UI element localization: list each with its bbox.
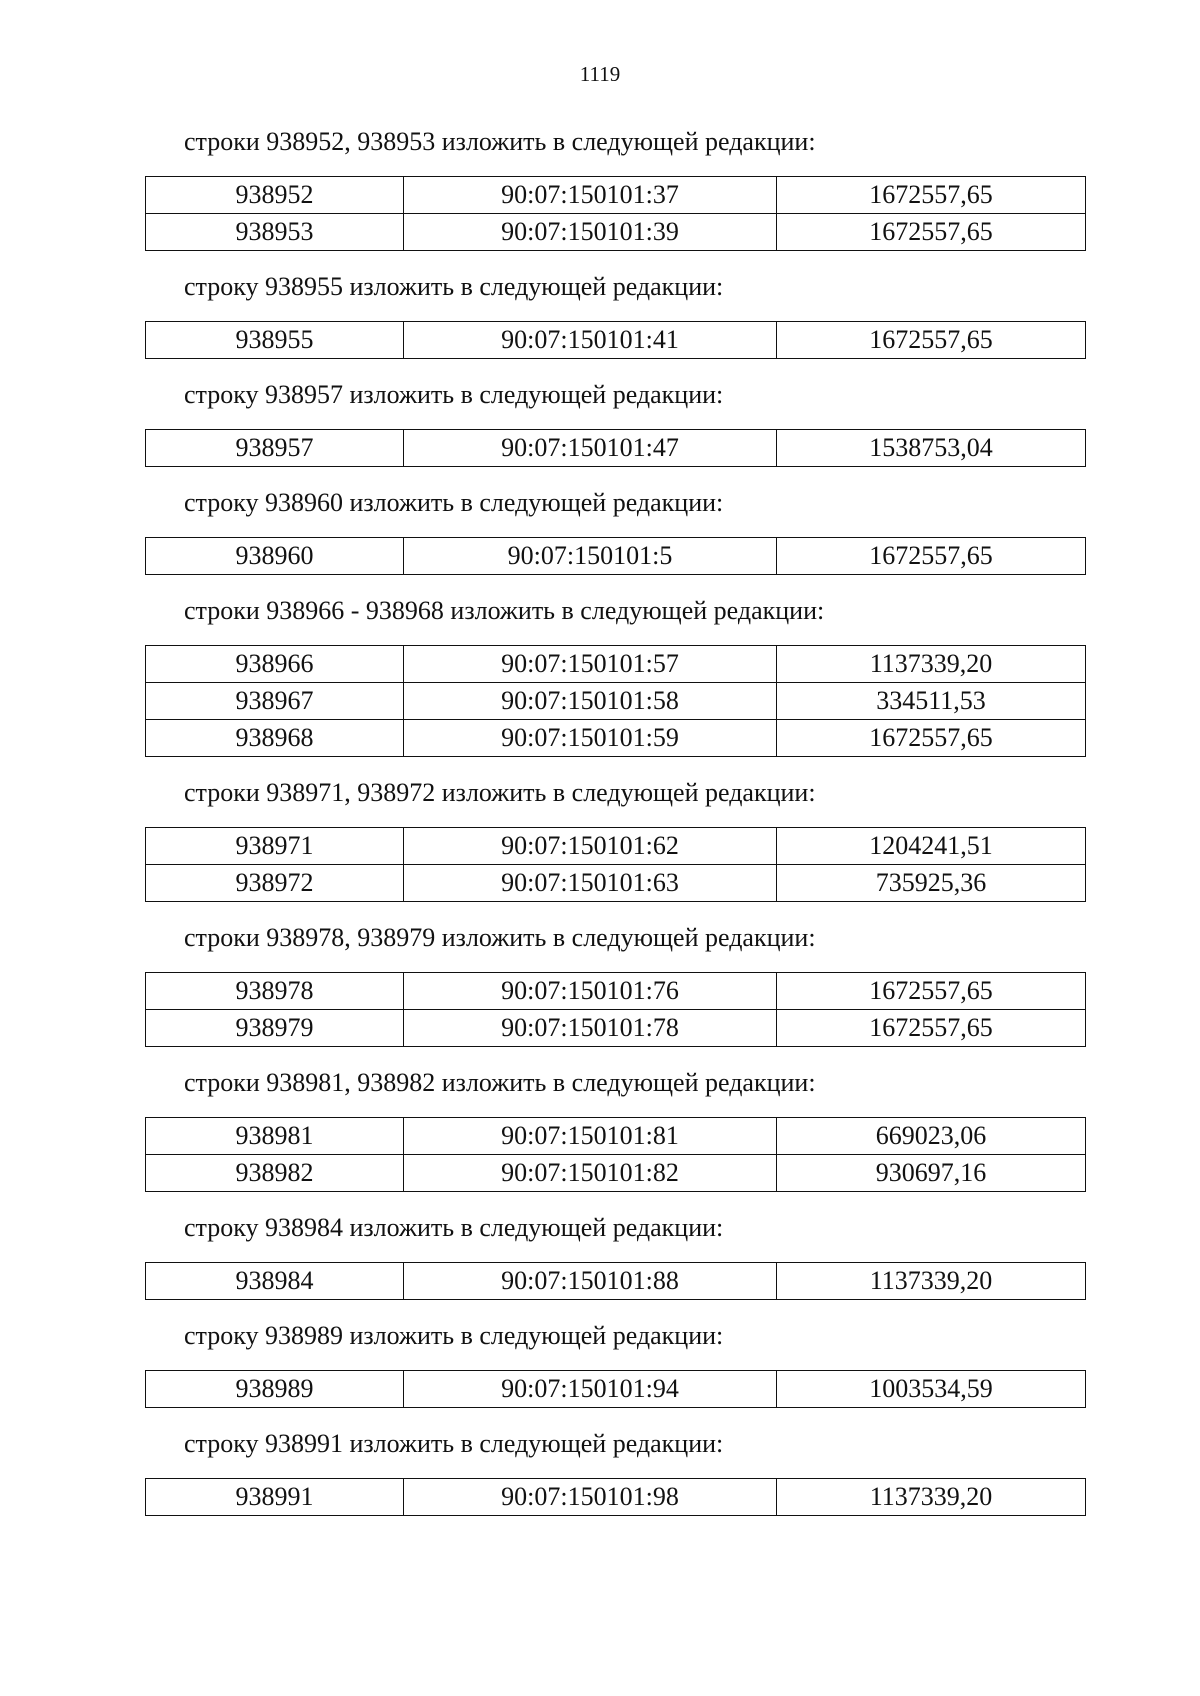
value-cell: 930697,16 bbox=[777, 1155, 1086, 1192]
cadastral-number-cell: 90:07:150101:63 bbox=[404, 865, 777, 902]
value-cell: 1672557,65 bbox=[777, 720, 1086, 757]
row-number-cell: 938966 bbox=[146, 646, 404, 683]
cadastral-number-cell: 90:07:150101:57 bbox=[404, 646, 777, 683]
amendment-table bbox=[145, 176, 1086, 251]
amendment-instruction: строку 938984 изложить в следующей редакции: bbox=[184, 1213, 724, 1242]
cadastral-number-cell: 90:07:150101:81 bbox=[404, 1118, 777, 1155]
amendment-table bbox=[145, 429, 1086, 467]
table-row bbox=[146, 720, 1086, 757]
cadastral-number-cell: 90:07:150101:98 bbox=[404, 1479, 777, 1516]
value-cell: 1204241,51 bbox=[777, 828, 1086, 865]
table-row bbox=[146, 865, 1086, 902]
table-row bbox=[146, 1118, 1086, 1155]
value-cell: 1672557,65 bbox=[777, 322, 1086, 359]
row-number-cell: 938971 bbox=[146, 828, 404, 865]
table-row bbox=[146, 177, 1086, 214]
value-cell: 1672557,65 bbox=[777, 973, 1086, 1010]
row-number-cell: 938981 bbox=[146, 1118, 404, 1155]
amendment-section bbox=[145, 271, 1082, 359]
cadastral-number-cell: 90:07:150101:39 bbox=[404, 214, 777, 251]
amendment-instruction: строки 938981, 938982 изложить в следующей редакции: bbox=[184, 1068, 816, 1097]
row-number-cell: 938979 bbox=[146, 1010, 404, 1047]
value-cell: 1137339,20 bbox=[777, 1479, 1086, 1516]
table-row bbox=[146, 1155, 1086, 1192]
value-cell: 334511,53 bbox=[777, 683, 1086, 720]
value-cell: 1672557,65 bbox=[777, 1010, 1086, 1047]
amendment-table bbox=[145, 1117, 1086, 1192]
row-number-cell: 938967 bbox=[146, 683, 404, 720]
amendment-section bbox=[145, 595, 1082, 757]
cadastral-number-cell: 90:07:150101:58 bbox=[404, 683, 777, 720]
value-cell: 735925,36 bbox=[777, 865, 1086, 902]
amendment-table bbox=[145, 537, 1086, 575]
amendment-table bbox=[145, 827, 1086, 902]
amendment-section bbox=[145, 777, 1082, 902]
row-number-cell: 938968 bbox=[146, 720, 404, 757]
cadastral-number-cell: 90:07:150101:37 bbox=[404, 177, 777, 214]
cadastral-number-cell: 90:07:150101:5 bbox=[404, 538, 777, 575]
amendment-instruction: строки 938971, 938972 изложить в следующей редакции: bbox=[184, 778, 816, 807]
amendment-table bbox=[145, 321, 1086, 359]
amendment-section bbox=[145, 126, 1082, 251]
table-row bbox=[146, 538, 1086, 575]
amendment-section bbox=[145, 379, 1082, 467]
cadastral-number-cell: 90:07:150101:41 bbox=[404, 322, 777, 359]
amendment-instruction: строку 938991 изложить в следующей редакции: bbox=[184, 1429, 724, 1458]
amendment-section bbox=[145, 1320, 1082, 1408]
amendment-instruction: строки 938966 - 938968 изложить в следующей редакции: bbox=[184, 596, 825, 625]
value-cell: 669023,06 bbox=[777, 1118, 1086, 1155]
row-number-cell: 938989 bbox=[146, 1371, 404, 1408]
value-cell: 1003534,59 bbox=[777, 1371, 1086, 1408]
amendment-table bbox=[145, 1370, 1086, 1408]
cadastral-number-cell: 90:07:150101:88 bbox=[404, 1263, 777, 1300]
row-number-cell: 938952 bbox=[146, 177, 404, 214]
row-number-cell: 938960 bbox=[146, 538, 404, 575]
cadastral-number-cell: 90:07:150101:62 bbox=[404, 828, 777, 865]
amendment-section bbox=[145, 922, 1082, 1047]
table-row bbox=[146, 1371, 1086, 1408]
table-row bbox=[146, 683, 1086, 720]
cadastral-number-cell: 90:07:150101:78 bbox=[404, 1010, 777, 1047]
cadastral-number-cell: 90:07:150101:94 bbox=[404, 1371, 777, 1408]
value-cell: 1137339,20 bbox=[777, 646, 1086, 683]
value-cell: 1672557,65 bbox=[777, 538, 1086, 575]
document-body bbox=[145, 126, 1082, 1536]
table-row bbox=[146, 1263, 1086, 1300]
amendment-section bbox=[145, 487, 1082, 575]
cadastral-number-cell: 90:07:150101:82 bbox=[404, 1155, 777, 1192]
amendment-section bbox=[145, 1428, 1082, 1516]
amendment-instruction: строку 938957 изложить в следующей редакции: bbox=[184, 380, 724, 409]
value-cell: 1672557,65 bbox=[777, 214, 1086, 251]
value-cell: 1672557,65 bbox=[777, 177, 1086, 214]
amendment-table bbox=[145, 972, 1086, 1047]
cadastral-number-cell: 90:07:150101:59 bbox=[404, 720, 777, 757]
amendment-instruction: строки 938952, 938953 изложить в следующей редакции: bbox=[184, 127, 816, 156]
table-row bbox=[146, 214, 1086, 251]
amendment-instruction: строку 938955 изложить в следующей редакции: bbox=[184, 272, 724, 301]
amendment-table bbox=[145, 1262, 1086, 1300]
amendment-table bbox=[145, 645, 1086, 757]
value-cell: 1538753,04 bbox=[777, 430, 1086, 467]
amendment-section bbox=[145, 1212, 1082, 1300]
amendment-instruction: строки 938978, 938979 изложить в следующей редакции: bbox=[184, 923, 816, 952]
table-row bbox=[146, 828, 1086, 865]
cadastral-number-cell: 90:07:150101:47 bbox=[404, 430, 777, 467]
table-row bbox=[146, 430, 1086, 467]
table-row bbox=[146, 973, 1086, 1010]
amendment-instruction: строку 938960 изложить в следующей редакции: bbox=[184, 488, 724, 517]
page-number: 1119 bbox=[579, 62, 621, 86]
row-number-cell: 938957 bbox=[146, 430, 404, 467]
row-number-cell: 938972 bbox=[146, 865, 404, 902]
value-cell: 1137339,20 bbox=[777, 1263, 1086, 1300]
table-row bbox=[146, 322, 1086, 359]
row-number-cell: 938982 bbox=[146, 1155, 404, 1192]
row-number-cell: 938978 bbox=[146, 973, 404, 1010]
amendment-section bbox=[145, 1067, 1082, 1192]
row-number-cell: 938991 bbox=[146, 1479, 404, 1516]
table-row bbox=[146, 1479, 1086, 1516]
row-number-cell: 938984 bbox=[146, 1263, 404, 1300]
row-number-cell: 938955 bbox=[146, 322, 404, 359]
cadastral-number-cell: 90:07:150101:76 bbox=[404, 973, 777, 1010]
table-row bbox=[146, 1010, 1086, 1047]
amendment-table bbox=[145, 1478, 1086, 1516]
table-row bbox=[146, 646, 1086, 683]
row-number-cell: 938953 bbox=[146, 214, 404, 251]
amendment-instruction: строку 938989 изложить в следующей редакции: bbox=[184, 1321, 724, 1350]
